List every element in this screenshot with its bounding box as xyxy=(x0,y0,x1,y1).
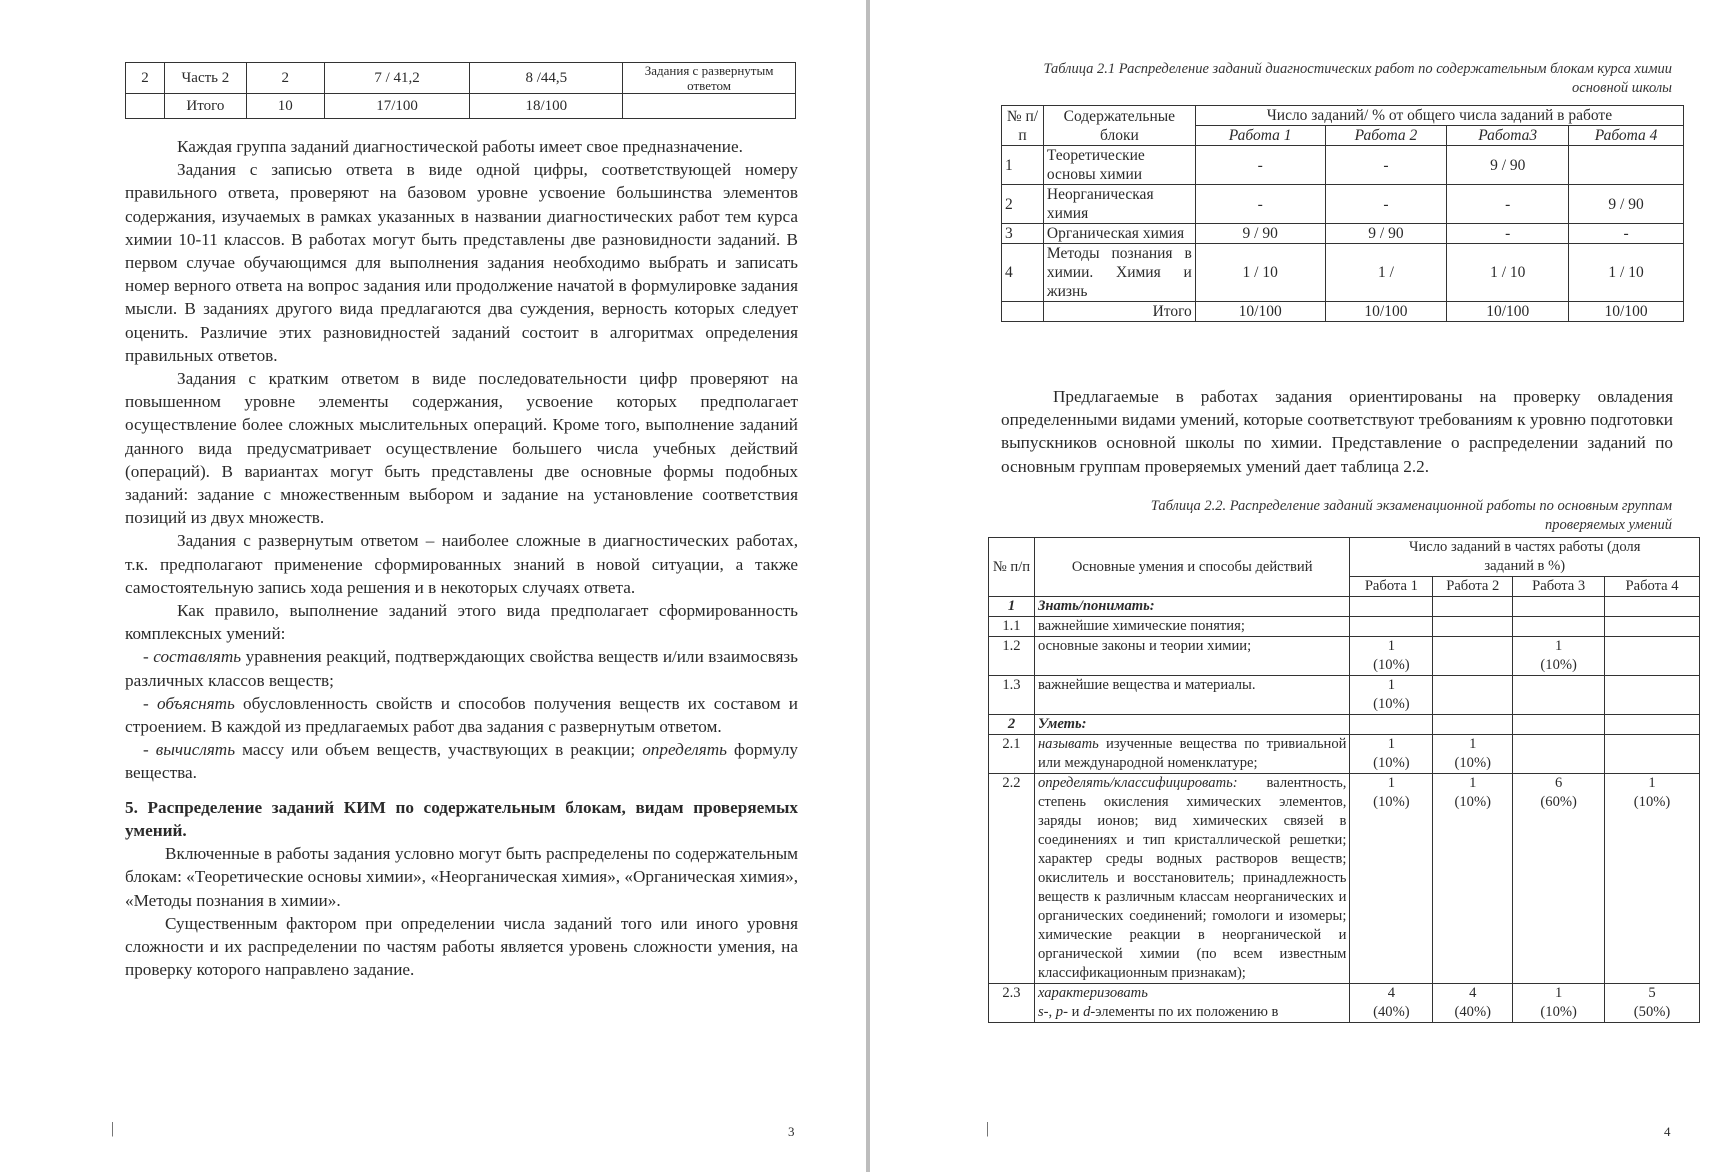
bullet-dash: - xyxy=(143,693,157,713)
table-header-row xyxy=(1002,106,1684,126)
value: 5 xyxy=(1648,985,1656,1001)
cell: 1 / 10 xyxy=(1195,244,1325,302)
table-caption: Таблица 2.2. Распределение заданий экзаменационной работы по основным группам проверяемых умений xyxy=(1150,498,1672,533)
cell: 10/100 xyxy=(1447,302,1569,322)
cell: 1 / 10 xyxy=(1447,244,1569,302)
column-header: № п/п xyxy=(1002,106,1044,146)
emphasis: характеризовать xyxy=(1037,985,1148,1001)
cell xyxy=(1605,715,1700,735)
cell: - xyxy=(1569,224,1684,244)
bullet-dash: - xyxy=(143,647,154,667)
table-row xyxy=(989,735,1700,774)
percent: (10%) xyxy=(1373,696,1410,712)
value: 1 xyxy=(1555,985,1563,1001)
column-header: Работа3 xyxy=(1447,126,1569,146)
cell: 1 xyxy=(1002,146,1044,185)
column-header: Работа 4 xyxy=(1569,126,1684,146)
cell: Методы познания в химии. Химия и жизнь xyxy=(1043,244,1195,302)
cell: - xyxy=(1325,146,1447,185)
table-row xyxy=(1002,244,1684,302)
cell: Итого xyxy=(164,94,246,119)
cell: 17/100 xyxy=(324,94,470,119)
table-row-total xyxy=(1002,302,1684,322)
paragraph: Задания с кратким ответом в виде последовательности цифр проверяют на повышенном уровне элементы содержания, усвоение которых предполагает осуществление более сложных мыслительных операций. Кроме того, выполнение заданий данного вида предусматривает осуществление большего числа учебных действий (операций). В вариантах могут быть представлены две основные формы подобных заданий: задание с множественным выбором и задание на установление соответствия позиций из двух множеств. xyxy=(125,369,798,528)
cell xyxy=(1034,735,1349,774)
column-header: Работа 1 xyxy=(1350,577,1433,597)
cell xyxy=(1350,774,1433,984)
cell xyxy=(1350,715,1433,735)
table-row xyxy=(1002,146,1684,185)
value: 1 xyxy=(1469,736,1477,752)
cell: 1.2 xyxy=(989,637,1035,676)
cell xyxy=(1513,597,1605,617)
cell: 7 / 41,2 xyxy=(324,63,470,94)
cell xyxy=(1002,302,1044,322)
column-header: Работа 1 xyxy=(1195,126,1325,146)
bullet-item xyxy=(125,692,798,738)
cell-line xyxy=(1038,1003,1346,1022)
table-row xyxy=(989,984,1700,1023)
emphasis: вычислять xyxy=(155,740,236,760)
cell xyxy=(1350,735,1433,774)
cell: 1 / xyxy=(1325,244,1447,302)
percent: (40%) xyxy=(1373,1004,1410,1020)
cell: 3 xyxy=(1002,224,1044,244)
percent: (40%) xyxy=(1454,1004,1491,1020)
cell: 1 xyxy=(989,597,1035,617)
cell xyxy=(1350,676,1433,715)
percent: (50%) xyxy=(1633,1004,1671,1020)
paragraph: Как правило, выполнение заданий этого вида предполагает сформированность комплексных умений: xyxy=(125,601,798,644)
value: 1 xyxy=(1648,775,1656,791)
cell: 2 xyxy=(126,63,165,94)
cell: 10/100 xyxy=(1195,302,1325,322)
cell xyxy=(1350,637,1433,676)
parts-table xyxy=(125,62,796,119)
bullet-text: массу или объем веществ, участвующих в реакции; xyxy=(235,740,643,760)
cell: Органическая химия xyxy=(1043,224,1195,244)
percent: (10%) xyxy=(1373,794,1410,810)
cell: 1.3 xyxy=(989,676,1035,715)
table-row xyxy=(989,617,1700,637)
cell xyxy=(1605,597,1700,617)
cell: Задания с развернутым ответом xyxy=(623,63,796,94)
cell: 10 xyxy=(246,94,324,119)
column-header: Работа 3 xyxy=(1513,577,1605,597)
cell: 4 xyxy=(1002,244,1044,302)
cell-text: элементы по их положению в xyxy=(1095,1004,1279,1020)
cell: важнейшие химические понятия; xyxy=(1034,617,1349,637)
cell xyxy=(1433,735,1513,774)
cell xyxy=(1433,984,1513,1023)
column-header: Работа 2 xyxy=(1433,577,1513,597)
table-row xyxy=(1002,185,1684,224)
column-header: Работа 4 xyxy=(1605,577,1700,597)
percent: (10%) xyxy=(1373,755,1410,771)
emphasis: объяснять xyxy=(156,693,235,713)
cell: 1.1 xyxy=(989,617,1035,637)
cell: 2 xyxy=(246,63,324,94)
cell-line xyxy=(1038,984,1346,1003)
bullet-item xyxy=(125,738,798,784)
section-row xyxy=(989,597,1700,617)
column-header: Основные умения и способы действий xyxy=(1034,538,1349,597)
cell: Неорганическая химия xyxy=(1043,185,1195,224)
cell: важнейшие вещества и материалы. xyxy=(1034,676,1349,715)
value: 6 xyxy=(1555,775,1563,791)
cell: основные законы и теории химии; xyxy=(1034,637,1349,676)
percent: (60%) xyxy=(1540,794,1577,810)
left-body-text xyxy=(125,135,798,981)
cell: 2.2 xyxy=(989,774,1035,984)
table-row xyxy=(126,63,796,94)
emphasis: d- xyxy=(1083,1004,1096,1020)
margin-mark: | xyxy=(111,1120,115,1137)
cell: 18/100 xyxy=(470,94,623,119)
cell xyxy=(1350,617,1433,637)
paragraph: Задания с развернутым ответом – наиболее сложные в диагностических работах, т.к. предполагают применение сформированных знаний в новой ситуации, а также самостоятельную запись хода решения и в некоторых случаях ответа. xyxy=(125,531,798,597)
column-header: Число заданий в частях работы (доля заданий в %) xyxy=(1350,538,1700,577)
cell-text: изученные вещества по тривиальной или международной номенклатуре; xyxy=(1037,736,1347,771)
paragraph: Предлагаемые в работах задания ориентированы на проверку овладения определенными видами умений, которые соответствуют требованиям к уровню подготовки выпускников основной школы по химии. Представление о распределении заданий по основным группам проверяемых умений дает таблица 2.2. xyxy=(1001,387,1673,476)
percent: (10%) xyxy=(1633,794,1671,810)
emphasis: определять xyxy=(642,740,727,760)
cell: 2 xyxy=(1002,185,1044,224)
table-row xyxy=(989,774,1700,984)
value: 1 xyxy=(1387,677,1396,693)
cell xyxy=(1433,617,1513,637)
bullet-item xyxy=(125,645,798,691)
value: 1 xyxy=(1469,775,1477,791)
cell-text: и xyxy=(1067,1004,1084,1020)
cell xyxy=(1605,637,1700,676)
percent: (10%) xyxy=(1373,657,1410,673)
value: 1 xyxy=(1387,736,1396,752)
cell xyxy=(623,94,796,119)
cell xyxy=(1605,617,1700,637)
cell: Знать/понимать: xyxy=(1034,597,1349,617)
page-left xyxy=(0,0,866,1172)
cell: - xyxy=(1195,185,1325,224)
cell-text: валентность, степень окисления химических элементов, заряды ионов; вид химических связей в соединениях и тип кристаллической решетки; характер среды водных растворов веществ; окислитель и восстановитель; принадлежность веществ к различным классам неорганических и органических соединений; гомологи и изомеры; химические реакции в неорганической и органической химии (по всем известным классификационным признакам); xyxy=(1037,775,1347,981)
cell xyxy=(1034,774,1349,984)
table-row xyxy=(989,676,1700,715)
cell: 8 /44,5 xyxy=(470,63,623,94)
cell: Итого xyxy=(1043,302,1195,322)
cell: 10/100 xyxy=(1569,302,1684,322)
column-header: Число заданий/ % от общего числа заданий в работе xyxy=(1195,106,1683,126)
cell xyxy=(1034,984,1349,1023)
emphasis: s- xyxy=(1037,1004,1049,1020)
cell: Теоретические основы химии xyxy=(1043,146,1195,185)
bullet-text: уравнения реакций, подтверждающих свойства веществ и/или взаимосвязь различных классов веществ; xyxy=(125,647,798,690)
cell: 9 / 90 xyxy=(1195,224,1325,244)
skills-table xyxy=(988,537,1700,1023)
table-row-total xyxy=(126,94,796,119)
cell xyxy=(1350,984,1433,1023)
cell xyxy=(1433,774,1513,984)
column-header: № п/п xyxy=(989,538,1035,597)
section-row xyxy=(989,715,1700,735)
cell xyxy=(1433,676,1513,715)
page-number: 3 xyxy=(788,1124,795,1139)
cell xyxy=(1513,735,1605,774)
percent: (10%) xyxy=(1454,755,1491,771)
paragraph: Существенным фактором при определении числа заданий того или иного уровня сложности и их распределении по частям работы является уровень сложности умения, на проверку которого направлено задание. xyxy=(125,913,798,980)
percent: (10%) xyxy=(1540,657,1577,673)
column-header: Содержательные блоки xyxy=(1043,106,1195,146)
cell: Часть 2 xyxy=(164,63,246,94)
cell xyxy=(1605,984,1700,1023)
cell: 9 / 90 xyxy=(1569,185,1684,224)
cell xyxy=(1350,597,1433,617)
table-row xyxy=(989,637,1700,676)
paragraph: Включенные в работы задания условно могут быть распределены по содержательным блокам: «Теоретические основы химии», «Неорганическая химия», «Органическая химия», «Методы познания в химии». xyxy=(125,844,798,910)
cell: - xyxy=(1447,185,1569,224)
table-row xyxy=(1002,224,1684,244)
paragraph: Задания с записью ответа в виде одной цифры, соответствующей номеру правильного ответа, проверяют на базовом уровне усвоение большинства элементов содержания, изучаемых в рамках указанных в названии диагностических работ тем курса химии 10-11 классов. В работах могут быть представлены две разновидности заданий. В первом случае обучающимся для выполнения задания необходимо выбрать и записать номер верного ответа на вопрос задания или продолжение начатой в формулировке задания мысли. В заданиях другого вида предлагаются два суждения, верность которых следует оценить. Различие этих разновидностей заданий состоит в алгоритмах определения правильных ответов. xyxy=(125,160,798,365)
cell xyxy=(1433,637,1513,676)
emphasis: называть xyxy=(1037,736,1099,752)
cell xyxy=(1513,984,1605,1023)
cell xyxy=(1605,676,1700,715)
cell: 10/100 xyxy=(1325,302,1447,322)
table-header-row xyxy=(989,538,1700,577)
margin-mark: | xyxy=(986,1120,990,1137)
page-number: 4 xyxy=(1664,1124,1671,1139)
paragraph: Каждая группа заданий диагностической работы имеет свое предназначение. xyxy=(177,137,743,156)
cell xyxy=(1513,774,1605,984)
cell xyxy=(1513,637,1605,676)
cell: - xyxy=(1325,185,1447,224)
value: 1 xyxy=(1387,775,1396,791)
cell xyxy=(126,94,165,119)
cell: 1 / 10 xyxy=(1569,244,1684,302)
cell xyxy=(1433,597,1513,617)
table-caption: Таблица 2.1 Распределение заданий диагностических работ по содержательным блокам курса химии основной школы xyxy=(1043,61,1672,96)
cell: 2.1 xyxy=(989,735,1035,774)
cell xyxy=(1569,146,1684,185)
cell-text: , xyxy=(1048,1004,1056,1020)
bullet-text: формулу вещества. xyxy=(125,740,799,783)
value: 1 xyxy=(1387,638,1396,654)
percent: (10%) xyxy=(1540,1004,1577,1020)
cell xyxy=(1433,715,1513,735)
emphasis: p- xyxy=(1055,1004,1068,1020)
right-body-text xyxy=(1001,385,1673,478)
value: 4 xyxy=(1469,985,1477,1001)
emphasis: определять/классифицировать: xyxy=(1037,775,1238,791)
bullet-dash: - xyxy=(143,740,156,760)
column-header: Работа 2 xyxy=(1325,126,1447,146)
cell xyxy=(1605,774,1700,984)
section-heading: 5. Распределение заданий КИМ по содержательным блокам, видам проверяемых умений. xyxy=(125,797,798,840)
content-blocks-table xyxy=(1001,105,1684,322)
cell: 2 xyxy=(989,715,1035,735)
emphasis: составлять xyxy=(153,647,242,667)
percent: (10%) xyxy=(1454,794,1491,810)
cell: 9 / 90 xyxy=(1447,146,1569,185)
cell: 9 / 90 xyxy=(1325,224,1447,244)
cell xyxy=(1513,617,1605,637)
cell xyxy=(1513,715,1605,735)
value: 1 xyxy=(1555,638,1563,654)
cell: Уметь: xyxy=(1034,715,1349,735)
cell: - xyxy=(1447,224,1569,244)
cell xyxy=(1513,676,1605,715)
cell xyxy=(1605,735,1700,774)
cell: - xyxy=(1195,146,1325,185)
value: 4 xyxy=(1387,985,1396,1001)
cell: 2.3 xyxy=(989,984,1035,1023)
bullet-text: обусловленность свойств и способов получения веществ их составом и строением. В каждой из предлагаемых работ два задания с развернутым ответом. xyxy=(125,693,798,737)
